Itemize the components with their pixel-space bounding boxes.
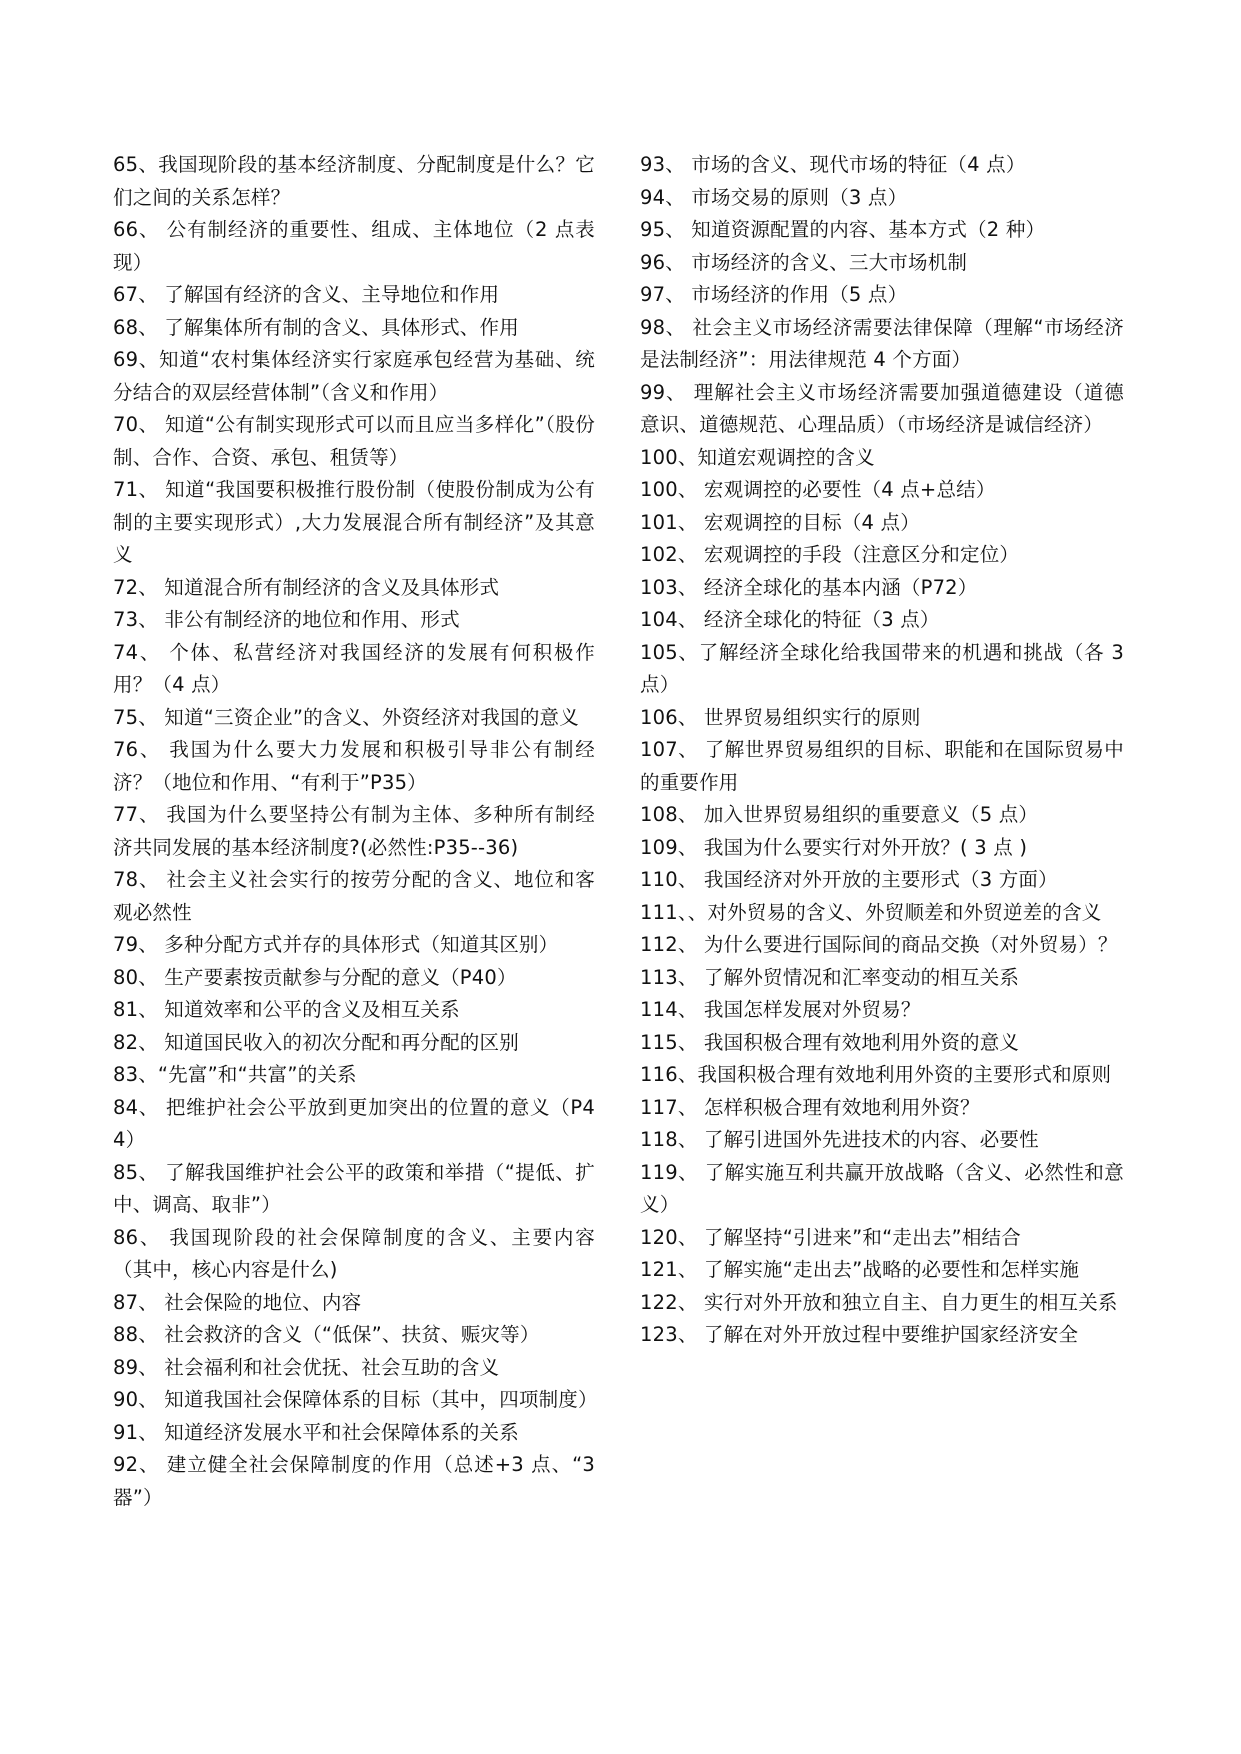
outline-item: 90、 知道我国社会保障体系的目标（其中，四项制度） (113, 1388, 598, 1411)
outline-item: 105、了解经济全球化给我国带来的机遇和挑战（各 3 点） (640, 640, 1124, 696)
outline-item: 115、 我国积极合理有效地利用外资的意义 (640, 1030, 1020, 1054)
outline-item: 72、 知道混合所有制经济的含义及具体形式 (113, 575, 500, 599)
outline-item: 75、 知道“三资企业”的含义、外资经济对我国的意义 (113, 705, 579, 729)
left-column-list (113, 149, 598, 1514)
outline-item: 76、 我国为什么要大力发展和积极引导非公有制经济？（地位和作用、“有利于”P35） (113, 738, 595, 794)
outline-item: 65、我国现阶段的基本经济制度、分配制度是什么？它们之间的关系怎样？ (113, 153, 595, 209)
outline-item: 107、 了解世界贸易组织的目标、职能和在国际贸易中的重要作用 (640, 738, 1124, 794)
outline-item: 81、 知道效率和公平的含义及相互关系 (113, 998, 460, 1021)
outline-item: 88、 社会救济的含义（“低保”、扶贫、赈灾等） (113, 1323, 540, 1346)
outline-item: 89、 社会福利和社会优抚、社会互助的含义 (113, 1355, 500, 1379)
outline-item: 92、 建立健全社会保障制度的作用（总述+3 点、“3 器”） (113, 1453, 595, 1509)
outline-item: 113、 了解外贸情况和汇率变动的相互关系 (640, 965, 1020, 989)
outline-item: 100、知道宏观调控的含义 (640, 445, 875, 469)
outline-item: 82、 知道国民收入的初次分配和再分配的区别 (113, 1030, 519, 1054)
outline-item: 104、 经济全球化的特征（3 点） (640, 608, 940, 631)
outline-item: 98、 社会主义市场经济需要法律保障（理解“市场经济是法制经济”：用法律规范 4 个方面） (640, 315, 1124, 371)
outline-item: 67、 了解国有经济的含义、主导地位和作用 (113, 283, 500, 306)
outline-item: 106、 世界贸易组织实行的原则 (640, 705, 921, 729)
outline-item: 111、、对外贸易的含义、外贸顺差和外贸逆差的含义 (640, 900, 1102, 924)
outline-item: 84、 把维护社会公平放到更加突出的位置的意义（P44） (113, 1095, 595, 1151)
outline-item: 122、 实行对外开放和独立自主、自力更生的相互关系 (640, 1290, 1118, 1314)
outline-item: 77、 我国为什么要坚持公有制为主体、多种所有制经济共同发展的基本经济制度?(必然性:P35--36) (113, 803, 595, 859)
outline-item: 95、 知道资源配置的内容、基本方式（2 种） (640, 218, 1046, 241)
outline-item: 96、 市场经济的含义、三大市场机制 (640, 250, 968, 274)
outline-item: 103、 经济全球化的基本内涵（P72） (640, 575, 978, 599)
outline-item: 94、 市场交易的原则（3 点） (640, 185, 908, 209)
outline-item: 109、 我国为什么要实行对外开放？( 3 点 ) (640, 835, 1028, 859)
outline-item: 93、 市场的含义、现代市场的特征（4 点） (640, 153, 1026, 176)
outline-item: 97、 市场经济的作用（5 点） (640, 283, 908, 306)
outline-item: 69、知道“农村集体经济实行家庭承包经营为基础、统分结合的双层经营体制”（含义和作用） (113, 348, 595, 404)
outline-item: 66、 公有制经济的重要性、组成、主体地位（2 点表现） (113, 218, 595, 274)
outline-item: 121、 了解实施“走出去”战略的必要性和怎样实施 (640, 1258, 1080, 1281)
outline-item: 91、 知道经济发展水平和社会保障体系的关系 (113, 1420, 519, 1444)
outline-item: 112、 为什么要进行国际间的商品交换（对外贸易）？ (640, 933, 1118, 956)
outline-item: 87、 社会保险的地位、内容 (113, 1290, 362, 1314)
outline-item: 73、 非公有制经济的地位和作用、形式 (113, 608, 460, 631)
outline-item: 70、 知道“公有制实现形式可以而且应当多样化”（股份制、合作、合资、承包、租赁等） (113, 413, 595, 469)
outline-item: 68、 了解集体所有制的含义、具体形式、作用 (113, 315, 519, 339)
outline-item: 116、我国积极合理有效地利用外资的主要形式和原则 (640, 1063, 1112, 1086)
outline-item: 74、 个体、私营经济对我国经济的发展有何积极作用？（4 点） (113, 640, 595, 696)
outline-item: 118、 了解引进国外先进技术的内容、必要性 (640, 1128, 1039, 1151)
outline-item: 80、 生产要素按贡献参与分配的意义（P40） (113, 965, 517, 989)
outline-item: 83、“先富”和“共富”的关系 (113, 1063, 357, 1086)
outline-item: 78、 社会主义社会实行的按劳分配的含义、地位和客观必然性 (113, 868, 595, 924)
outline-item: 119、 了解实施互利共赢开放战略（含义、必然性和意义） (640, 1160, 1124, 1216)
outline-item: 108、 加入世界贸易组织的重要意义（5 点） (640, 803, 1039, 826)
outline-item: 100、 宏观调控的必要性（4 点+总结） (640, 478, 996, 501)
outline-item: 117、 怎样积极合理有效地利用外资？ (640, 1095, 980, 1119)
outline-item: 102、 宏观调控的手段（注意区分和定位） (640, 543, 1020, 566)
outline-item: 99、 理解社会主义市场经济需要加强道德建设（道德意识、道德规范、心理品质）（市场经济是诚信经济） (640, 380, 1124, 436)
outline-item: 110、 我国经济对外开放的主要形式（3 方面） (640, 868, 1058, 891)
outline-item: 71、 知道“我国要积极推行股份制（使股份制成为公有制的主要实现形式）,大力发展混合所有制经济”及其意义 (113, 478, 595, 566)
outline-item: 79、 多种分配方式并存的具体形式（知道其区别） (113, 933, 559, 956)
outline-item: 123、 了解在对外开放过程中要维护国家经济安全 (640, 1323, 1079, 1346)
right-column-list (640, 149, 1124, 1352)
outline-item: 86、 我国现阶段的社会保障制度的含义、主要内容（其中，核心内容是什么) (113, 1225, 595, 1281)
outline-item: 114、 我国怎样发展对外贸易？ (640, 998, 921, 1021)
outline-item: 85、 了解我国维护社会公平的政策和举措（“提低、扩中、调高、取非”） (113, 1160, 595, 1216)
outline-item: 101、 宏观调控的目标（4 点） (640, 510, 920, 534)
outline-item: 120、 了解坚持“引进来”和“走出去”相结合 (640, 1225, 1021, 1249)
